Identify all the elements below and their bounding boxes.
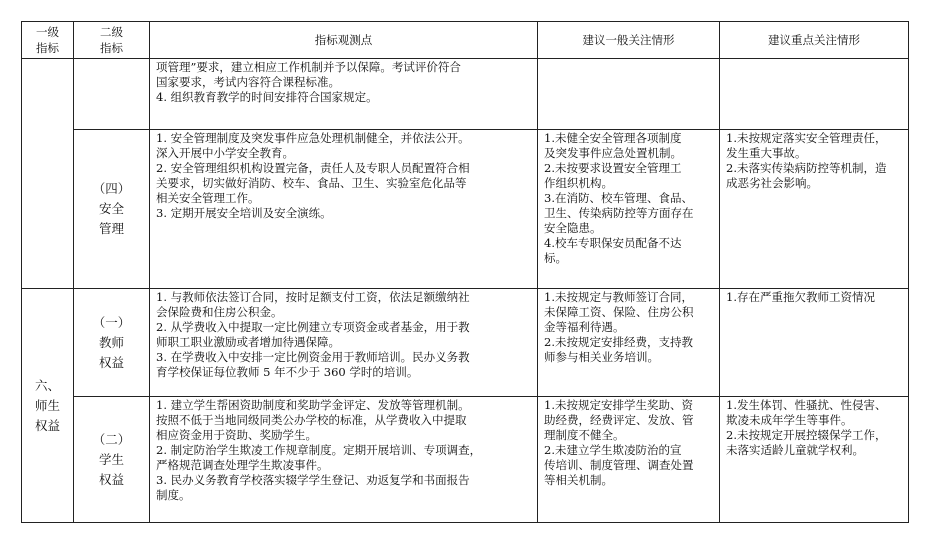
sub-indicator-line: （四）	[92, 181, 131, 196]
header-level2	[74, 22, 150, 59]
indicator-table	[21, 21, 909, 523]
observation-line: 育学校保证每位教师 5 年不少于 360 学时的培训。	[156, 365, 419, 379]
general-concern-line: 安全隐患。	[544, 221, 602, 235]
key-concern-line: 2.未按规定开展控辍保学工作，	[726, 428, 887, 442]
observation-line: 深入开展中小学安全教育。	[156, 146, 294, 160]
observation-line: 2. 制定防治学生欺凌工作规章制度。定期开展培训、专项调查，	[156, 443, 482, 457]
key-concern-line: 欺凌未成年学生等事件。	[726, 413, 853, 427]
observation-line: 1. 安全管理制度及突发事件应急处理机制健全，并依法公开。	[156, 131, 470, 145]
sub-indicator-teacher	[74, 289, 150, 397]
general-concern-line: 及突发事件应急处置机制。	[544, 146, 682, 160]
general-concern-line: 作组织机构。	[544, 176, 613, 190]
header-level1-line: 一级	[36, 25, 59, 39]
observation-line: 会保险费和住房公积金。	[156, 305, 283, 319]
general-concern-cell	[538, 59, 720, 130]
general-concern-line: 2.未按要求设置安全管理工	[544, 161, 682, 175]
general-concern-line: 2.未建立学生欺凌防治的宣	[544, 443, 682, 457]
sub-indicator-line: 安全	[98, 201, 124, 216]
sub-indicator-line: （二）	[92, 431, 131, 447]
key-concern-cell	[720, 130, 909, 289]
general-concern-cell	[538, 397, 720, 523]
general-concern-line: 1.未按规定与教师签订合同，	[544, 290, 693, 304]
table-row-student-rights	[22, 397, 909, 523]
observation-line: 4. 组织教育教学的时间安排符合国家规定。	[156, 90, 378, 104]
header-level1-line: 指标	[36, 41, 59, 55]
key-concern-cell	[720, 397, 909, 523]
observation-line: 制度。	[156, 488, 191, 502]
general-concern-line: 未保障工资、保险、住房公积	[544, 305, 694, 319]
header-level1	[22, 22, 74, 59]
key-concern-line: 成恶劣社会影响。	[726, 176, 818, 190]
observation-line: 严格规范调查处理学生欺凌事件。	[156, 458, 329, 472]
observation-line: 师职工职业激励或者增加待遇保障。	[156, 335, 340, 349]
general-concern-line: 标。	[544, 251, 567, 265]
header-observation: 指标观测点	[150, 22, 538, 59]
observation-line: 国家要求，考试内容符合课程标准。	[156, 75, 340, 89]
header-key-concern: 建议重点关注情形	[720, 22, 909, 59]
observation-line: 1. 建立学生帮困资助制度和奖助学金评定、发放等管理机制。	[156, 398, 470, 412]
general-concern-line: 2.未按规定安排经费，支持教	[544, 335, 693, 349]
observation-line: 项管理”要求，建立相应工作机制并予以保障。考试评价符合	[156, 60, 461, 74]
category-line: 师生	[34, 397, 60, 413]
header-row	[22, 22, 909, 59]
sub-indicator-line: 权益	[98, 471, 124, 487]
key-concern-line: 2.未落实传染病防控等机制，造	[726, 161, 887, 175]
observation-line: 相关安全管理工作。	[156, 191, 260, 205]
general-concern-line: 4.校车专职保安员配备不达	[544, 236, 682, 250]
table-row-teacher-rights	[22, 289, 909, 397]
observation-line: 关要求，切实做好消防、校车、食品、卫生、实验室危化品等	[156, 176, 467, 190]
general-concern-cell	[538, 130, 720, 289]
observation-line: 2. 从学费收入中提取一定比例建立专项资金或者基金，用于教	[156, 320, 470, 334]
observation-cell	[150, 397, 538, 523]
general-concern-line: 3.在消防、校车管理、食品、	[544, 191, 693, 205]
general-concern-line: 助经费，经费评定、发放、管	[544, 413, 694, 427]
category-line: 六、	[34, 377, 60, 393]
key-concern-cell	[720, 289, 909, 397]
sub-indicator-line: 教师	[98, 334, 124, 350]
sub-cell-continued	[74, 59, 150, 130]
general-concern-cell	[538, 289, 720, 397]
header-general-concern: 建议一般关注情形	[538, 22, 720, 59]
key-concern-line: 1.存在严重拖欠教师工资情况	[726, 290, 875, 304]
observation-line: 按照不低于当地同级同类公办学校的标准，从学费收入中提取	[156, 413, 467, 427]
general-concern-line: 1.未按规定安排学生奖助、资	[544, 398, 693, 412]
general-concern-line: 师参与相关业务培训。	[544, 350, 659, 364]
key-concern-line: 发生重大事故。	[726, 146, 807, 160]
sub-indicator-line: 权益	[98, 354, 124, 370]
category-teacher-student-rights	[22, 289, 74, 523]
key-concern-line: 1.未按规定落实安全管理责任，	[726, 131, 887, 145]
key-concern-line: 未落实适龄儿童就学权利。	[726, 443, 864, 457]
general-concern-line: 理制度不健全。	[544, 428, 625, 442]
observation-line: 相应资金用于资助、奖励学生。	[156, 428, 317, 442]
observation-cell	[150, 59, 538, 130]
header-level2-line: 指标	[100, 41, 123, 55]
observation-line: 3. 定期开展安全培训及安全演练。	[156, 206, 332, 220]
sub-indicator-line: 学生	[98, 451, 124, 467]
table-row-safety-management	[22, 130, 909, 289]
general-concern-line: 传培训、制度管理、调查处置	[544, 458, 694, 472]
general-concern-line: 金等福利待遇。	[544, 320, 625, 334]
sub-indicator-student	[74, 397, 150, 523]
observation-cell	[150, 289, 538, 397]
sub-indicator-line: （一）	[92, 314, 131, 330]
category-cell-previous	[22, 59, 74, 289]
table-row-teaching-continued	[22, 59, 909, 130]
key-concern-line: 1.发生体罚、性骚扰、性侵害、	[726, 398, 887, 412]
general-concern-line: 等相关机制。	[544, 473, 613, 487]
category-line: 权益	[34, 417, 60, 433]
observation-line: 1. 与教师依法签订合同，按时足额支付工资，依法足额缴纳社	[156, 290, 470, 304]
general-concern-line: 卫生、传染病防控等方面存在	[544, 206, 694, 220]
observation-line: 2. 安全管理组织机构设置完备，责任人及专职人员配置符合相	[156, 161, 470, 175]
observation-line: 3. 民办义务教育学校落实辍学学生登记、劝返复学和书面报告	[156, 473, 470, 487]
key-concern-cell	[720, 59, 909, 130]
observation-cell	[150, 130, 538, 289]
sub-indicator-line: 管理	[98, 221, 124, 236]
header-level2-line: 二级	[100, 25, 123, 39]
sub-indicator-safety	[74, 130, 150, 289]
general-concern-line: 1.未健全安全管理各项制度	[544, 131, 682, 145]
observation-line: 3. 在学费收入中安排一定比例资金用于教师培训。民办义务教	[156, 350, 470, 364]
